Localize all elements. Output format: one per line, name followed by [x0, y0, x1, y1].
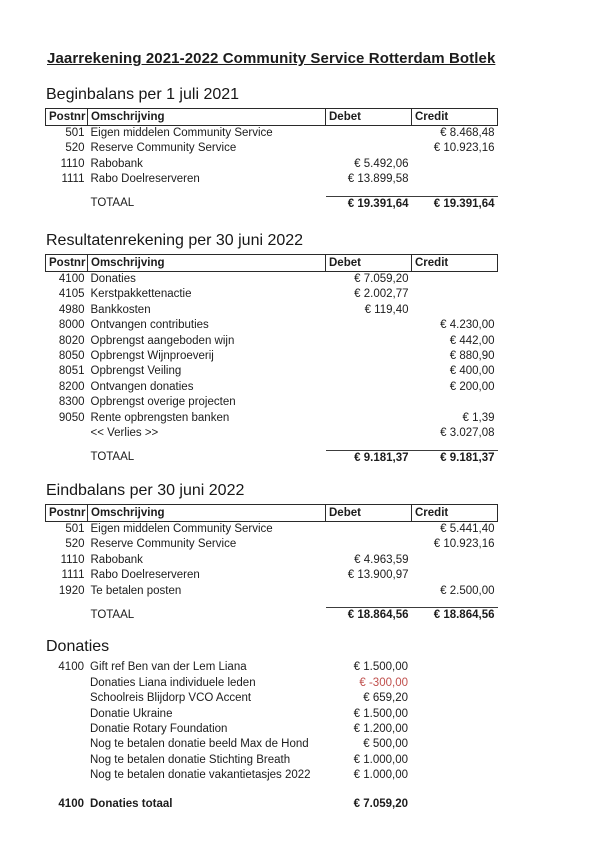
postnr-cell: 501: [65, 127, 85, 139]
table-row: [46, 521, 498, 537]
debet-cell: € 5.492,06: [354, 157, 409, 170]
omschrijving-cell: Opbrengst overige projecten: [90, 396, 236, 409]
postnr-cell: [45, 707, 87, 722]
donation-label: Schoolreis Blijdorp VCO Accent: [90, 692, 252, 705]
postnr-cell: 1110: [60, 553, 85, 566]
omschrijving-cell: Opbrengst Wijnproeverij: [90, 350, 214, 363]
spacer-row: [46, 599, 498, 608]
donation-row: [45, 691, 497, 706]
debet-cell: € 4.963,59: [354, 553, 409, 566]
table-row: [46, 318, 498, 333]
column-header-debet: Debet: [326, 504, 412, 521]
table-row-verlies: [46, 426, 498, 441]
debet-cell: € 119,40: [364, 303, 409, 316]
total-row: [46, 450, 498, 466]
debet-cell: [326, 364, 412, 379]
column-header-credit: Credit: [412, 504, 498, 521]
postnr-cell: [45, 768, 87, 783]
postnr-cell: [45, 691, 87, 706]
omschrijving-cell: Rabobank: [90, 553, 143, 566]
credit-cell: € 1,39: [462, 411, 495, 424]
table-row: [46, 364, 498, 379]
table-row: [46, 568, 498, 583]
debet-cell: [326, 537, 412, 552]
credit-cell: € 10.923,16: [433, 142, 495, 155]
credit-cell: [412, 395, 498, 410]
credit-cell: € 400,00: [449, 365, 495, 378]
column-header-debet: Debet: [326, 255, 412, 272]
section-donaties: [45, 637, 605, 812]
credit-cell: € 5.441,40: [440, 522, 495, 535]
column-header-credit: Credit: [412, 255, 498, 272]
spacer-row: [46, 442, 498, 451]
donation-row: [45, 676, 497, 691]
table-header-row: [46, 255, 498, 272]
debet-cell: [326, 349, 412, 364]
postnr-cell: 501: [65, 522, 85, 535]
table-header-row: [46, 504, 498, 521]
credit-cell: € 442,00: [449, 334, 495, 347]
omschrijving-cell: Rente opbrengsten banken: [90, 411, 230, 424]
postnr-cell: 8000: [58, 319, 85, 332]
postnr-cell: 1920: [58, 584, 85, 597]
omschrijving-cell: Bankkosten: [90, 303, 151, 316]
section-eindbalans: [45, 481, 605, 623]
section-heading-eindbalans: Eindbalans per 30 juni 2022: [46, 481, 245, 499]
omschrijving-cell: Ontvangen donaties: [90, 380, 194, 393]
credit-cell: [412, 172, 498, 187]
debet-cell: [326, 334, 412, 349]
debet-cell: [326, 380, 412, 395]
donaties-total-row: [45, 797, 497, 812]
credit-cell: € 2.500,00: [440, 584, 495, 597]
debet-cell: [326, 584, 412, 599]
credit-cell: [412, 157, 498, 172]
debet-cell: [326, 411, 412, 426]
donation-amount: € 1.000,00: [353, 753, 408, 766]
donation-label: Donaties Liana individuele leden: [90, 676, 256, 689]
postnr-cell: 8051: [58, 365, 85, 378]
total-credit: € 18.864,56: [412, 607, 498, 623]
table-row: [46, 380, 498, 395]
omschrijving-cell: Kerstpakkettenactie: [90, 288, 192, 301]
postnr-cell: 8020: [58, 334, 85, 347]
table-row: [46, 157, 498, 172]
credit-cell: € 8.468,48: [440, 127, 495, 139]
total-debet: € 19.391,64: [326, 196, 412, 212]
postnr-cell: [45, 753, 87, 768]
table-header-row: [46, 109, 498, 126]
section-heading-donaties: Donaties: [46, 638, 110, 656]
donation-label: Donatie Ukraine: [90, 707, 173, 720]
postnr-cell: 4100: [58, 661, 84, 674]
credit-cell: € 3.027,08: [440, 427, 495, 440]
donation-label: Nog te betalen donatie beeld Max de Hond: [90, 738, 309, 751]
omschrijving-cell: Rabo Doelreserveren: [90, 569, 200, 582]
credit-cell: € 4.230,00: [440, 319, 495, 332]
omschrijving-cell: Donaties: [90, 273, 136, 286]
omschrijving-cell: Reserve Community Service: [90, 142, 237, 155]
table-row: [46, 287, 498, 302]
credit-cell: [412, 568, 498, 583]
postnr-cell: 1111: [61, 569, 85, 582]
eindbalans-table: [45, 504, 498, 623]
omschrijving-cell: Eigen middelen Community Service: [90, 522, 273, 535]
total-label: TOTAAL: [90, 608, 135, 621]
donation-label: Nog te betalen donatie Stichting Breath: [90, 753, 291, 766]
table-row: [46, 172, 498, 187]
table-row: [46, 395, 498, 410]
debet-cell: € 2.002,77: [354, 288, 409, 301]
total-credit: € 9.181,37: [412, 450, 498, 466]
donaties-total-label: Donaties totaal: [90, 797, 173, 810]
donaties-total-amount: € 7.059,20: [353, 797, 408, 810]
total-debet: € 18.864,56: [326, 607, 412, 623]
donation-row: [45, 722, 497, 737]
debet-cell: € 13.899,58: [347, 173, 409, 186]
table-row: [46, 537, 498, 552]
resultatenrekening-table: [45, 254, 498, 466]
column-header-omschrijving: Omschrijving: [88, 504, 326, 521]
postnr-cell: [45, 737, 87, 752]
section-beginbalans: [45, 85, 605, 212]
debet-cell: [326, 521, 412, 537]
postnr-cell: 520: [65, 142, 85, 155]
debet-cell: [326, 426, 412, 441]
postnr-cell: 520: [65, 538, 85, 551]
postnr-cell: 9050: [58, 411, 85, 424]
donation-row: [45, 753, 497, 768]
total-debet: € 9.181,37: [326, 450, 412, 466]
donation-row: [45, 768, 497, 783]
postnr-cell: 8050: [58, 350, 85, 363]
column-header-postnr: Postnr: [46, 504, 88, 521]
table-row: [46, 141, 498, 156]
debet-cell: [326, 141, 412, 156]
omschrijving-cell: Opbrengst aangeboden wijn: [90, 334, 235, 347]
omschrijving-cell: Ontvangen contributies: [90, 319, 209, 332]
omschrijving-cell: Eigen middelen Community Service: [90, 127, 273, 139]
column-header-omschrijving: Omschrijving: [88, 109, 326, 126]
donation-label: Donatie Rotary Foundation: [90, 722, 228, 735]
table-row: [46, 303, 498, 318]
omschrijving-cell: Rabo Doelreserveren: [90, 173, 200, 186]
omschrijving-cell: Reserve Community Service: [90, 538, 237, 551]
total-label: TOTAAL: [90, 451, 135, 464]
table-row: [46, 126, 498, 142]
beginbalans-table: [45, 108, 498, 212]
postnr-cell: 8300: [58, 396, 85, 409]
total-credit: € 19.391,64: [412, 196, 498, 212]
postnr-cell: 1111: [61, 173, 85, 186]
credit-cell: € 10.923,16: [433, 538, 495, 551]
postnr-cell: [45, 722, 87, 737]
total-row: [46, 196, 498, 212]
column-header-debet: Debet: [326, 109, 412, 126]
table-row: [46, 411, 498, 426]
section-heading-resultatenrekening: Resultatenrekening per 30 juni 2022: [46, 232, 304, 250]
column-header-omschrijving: Omschrijving: [88, 255, 326, 272]
credit-cell: [412, 553, 498, 568]
credit-cell: [412, 272, 498, 288]
credit-cell: [412, 287, 498, 302]
credit-cell: € 880,90: [449, 350, 495, 363]
column-header-credit: Credit: [412, 109, 498, 126]
postnr-cell: 4980: [58, 303, 85, 316]
donation-row: [45, 660, 497, 675]
donation-amount: € 1.200,00: [353, 722, 408, 735]
debet-cell: [326, 318, 412, 333]
column-header-postnr: Postnr: [46, 109, 88, 126]
donation-amount-negative: € -300,00: [359, 676, 408, 689]
donation-amount: € 1.500,00: [353, 661, 408, 674]
postnr-cell: 8200: [58, 380, 85, 393]
postnr-cell: 4100: [58, 797, 84, 810]
donation-label: Gift ref Ben van der Lem Liana: [90, 661, 247, 674]
donation-row: [45, 737, 497, 752]
credit-cell: [412, 303, 498, 318]
postnr-cell: [45, 676, 87, 691]
table-row: [46, 334, 498, 349]
total-label: TOTAAL: [90, 197, 135, 210]
postnr-cell: 4105: [58, 288, 85, 301]
postnr-cell: 4100: [58, 273, 85, 286]
column-header-postnr: Postnr: [46, 255, 88, 272]
debet-cell: [326, 126, 412, 142]
postnr-cell: 1110: [60, 157, 85, 170]
page-title: Jaarrekening 2021-2022 Community Service Rotterdam Botlek: [47, 50, 496, 67]
table-row: [46, 349, 498, 364]
debet-cell: [326, 395, 412, 410]
section-heading-beginbalans: Beginbalans per 1 juli 2021: [46, 86, 240, 103]
donation-amount: € 1.000,00: [353, 769, 408, 782]
section-resultatenrekening: [45, 231, 605, 466]
debet-cell: € 7.059,20: [354, 273, 409, 286]
omschrijving-cell: Rabobank: [90, 157, 143, 170]
omschrijving-cell: Opbrengst Veiling: [90, 365, 182, 378]
table-row: [46, 272, 498, 288]
donation-amount: € 500,00: [363, 738, 408, 751]
table-row: [46, 553, 498, 568]
total-row: [46, 607, 498, 623]
table-row: [46, 584, 498, 599]
omschrijving-cell: << Verlies >>: [90, 427, 159, 440]
donation-amount: € 1.500,00: [353, 707, 408, 720]
donaties-table: [45, 660, 497, 812]
credit-cell: € 200,00: [449, 380, 495, 393]
debet-cell: € 13.900,97: [347, 569, 409, 582]
spacer-row: [45, 784, 497, 797]
donation-amount: € 659,20: [363, 692, 408, 705]
donation-row: [45, 707, 497, 722]
spacer-row: [46, 188, 498, 197]
omschrijving-cell: Te betalen posten: [90, 584, 182, 597]
postnr-cell: [46, 426, 88, 441]
donation-label: Nog te betalen donatie vakantietasjes 2022: [90, 769, 311, 782]
